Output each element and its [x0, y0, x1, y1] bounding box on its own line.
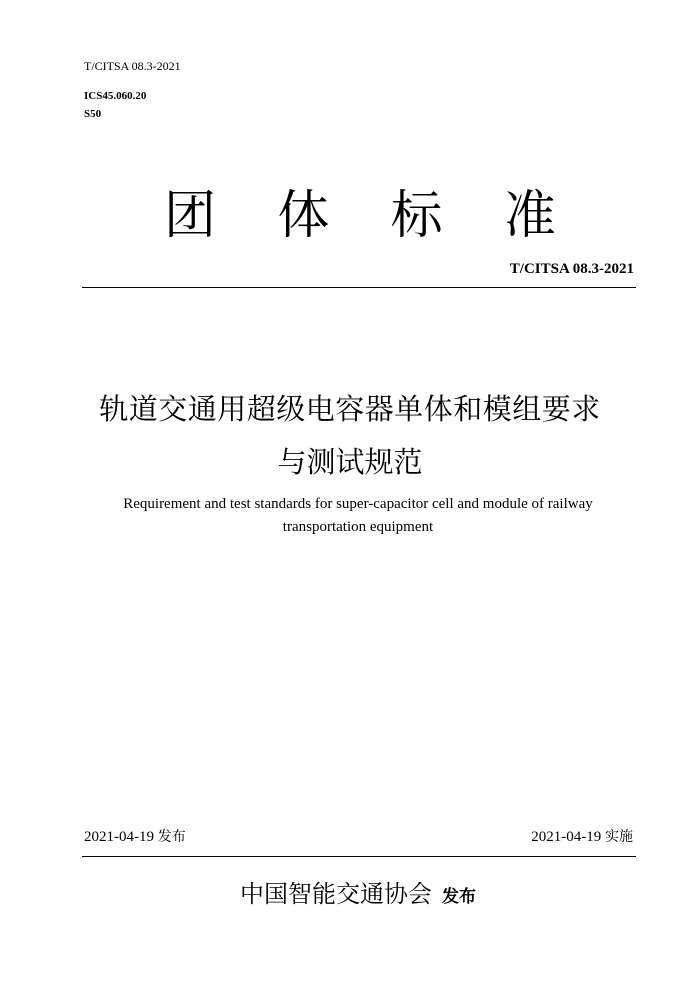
- header-standard-code: T/CITSA 08.3-2021: [84, 59, 181, 73]
- standard-number: T/CITSA 08.3-2021: [509, 261, 634, 277]
- standard-type-heading: [84, 186, 636, 246]
- ccs-code: S50: [84, 108, 102, 120]
- publisher-name: 中国智能交通协会: [240, 880, 432, 908]
- top-divider: [82, 287, 636, 288]
- title-chinese-line-1: 轨道交通用超级电容器单体和模组要求: [99, 392, 601, 426]
- ics-code: ICS45.060.20: [84, 90, 147, 102]
- implementation-date-label: 实施: [605, 829, 633, 845]
- issue-date: [84, 827, 186, 847]
- publisher: [0, 877, 700, 914]
- title-chinese-line-2: 与测试规范: [277, 445, 423, 479]
- implementation-date-value: 2021-04-19: [531, 829, 602, 845]
- standard-type-char: 标: [390, 186, 443, 246]
- standard-type-char: 准: [503, 186, 556, 246]
- title-english-line-1: Requirement and test standards for super-capacitor cell and module of railway: [123, 496, 593, 512]
- issue-date-label: 发布: [157, 829, 186, 845]
- standard-type-char: 体: [277, 186, 330, 246]
- standard-type-char: 团: [164, 186, 217, 246]
- title-english-line-2: transportation equipment: [282, 519, 434, 535]
- implementation-date: [531, 827, 633, 847]
- bottom-divider: [82, 856, 636, 857]
- publisher-suffix: 发布: [442, 887, 476, 907]
- issue-date-value: 2021-04-19: [84, 829, 154, 845]
